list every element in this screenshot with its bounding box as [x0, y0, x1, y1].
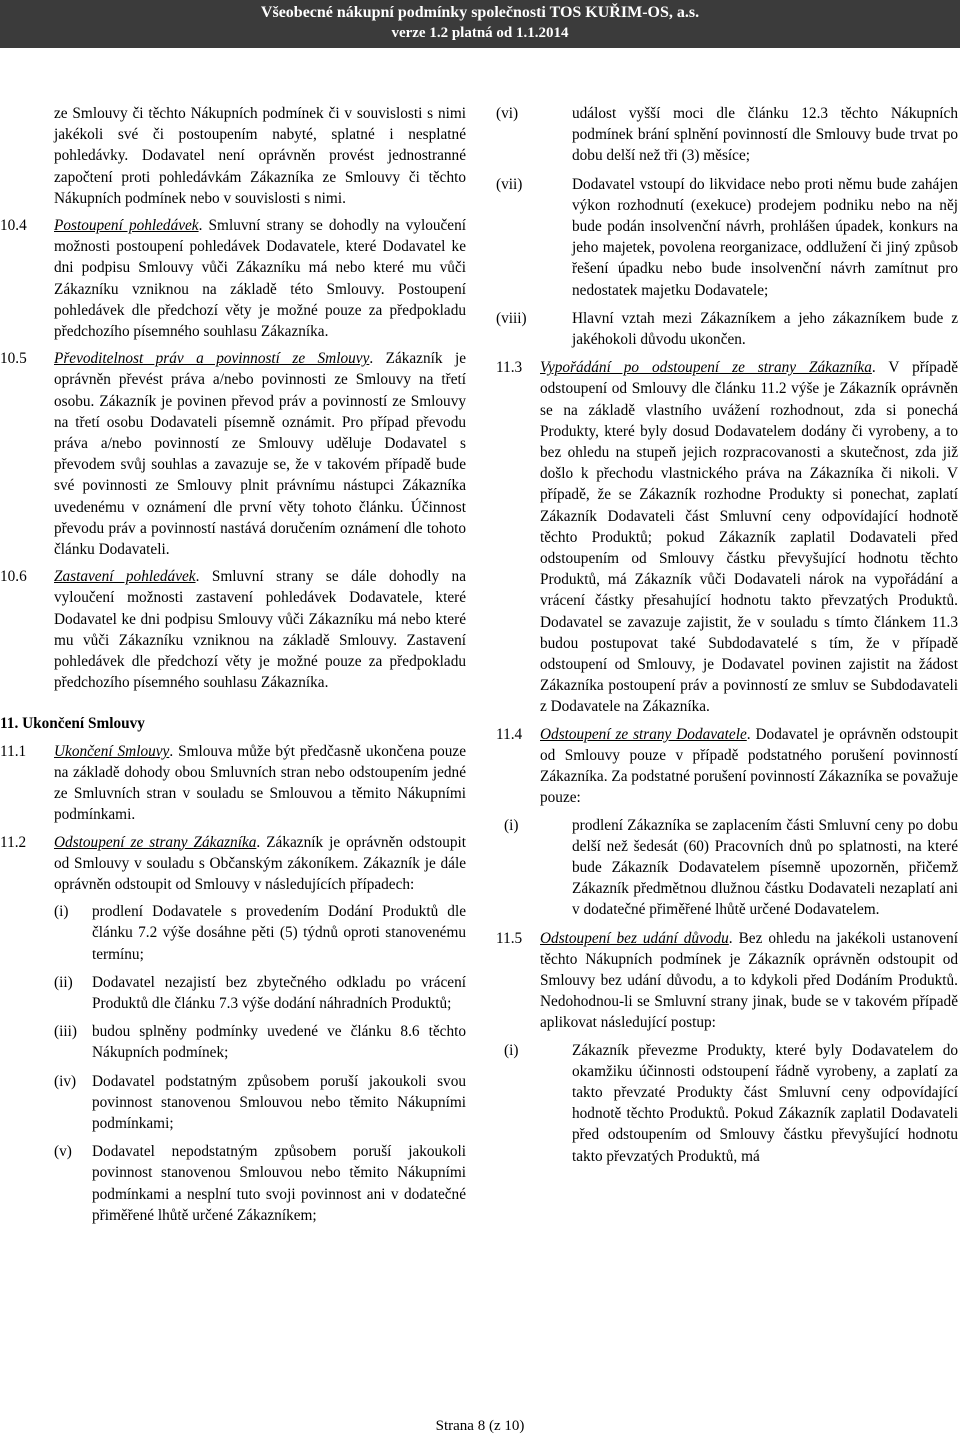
- section-text: . Smluvní strany se dohodly na vyloučení možnosti postoupení pohledávek Dodavatele, které Dodavatel ke dni podpisu Smlouvy vůči Zákazníku má nebo které mu vůči Zákazníku vzniknou na základě této Smlouvy. Postoupení pohledávek dle předchozí věty je možné pouze za předpokladu předchozího písemného souhlasu Zákazníka.: [54, 217, 466, 341]
- section-10-5: [0, 348, 466, 560]
- list-item: [54, 1141, 466, 1226]
- list-item: [54, 972, 466, 1014]
- header-title: Všeobecné nákupní podmínky společnosti TOS KUŘIM-OS, a.s.: [260, 4, 700, 21]
- item-text: Zákazník převezme Produkty, které byly Dodavatelem do okamžiku účinnosti odstoupení řádně vyrobeny, a zaplatí za takto převzaté Produkty část Smluvní ceny odpovídající hodnotě těchto Produktů. Pokud Zákazník zaplatil Dodavateli před odstoupením od Smlouvy částku převyšující hodnotu takto převzatých Produktů, má: [572, 1041, 958, 1165]
- item-text: Dodavatel podstatným způsobem poruší jakoukoli svou povinnost stanovenou Smlouvou nebo těmito Nákupními podmínkami;: [92, 1072, 466, 1132]
- list-item: [496, 174, 958, 301]
- section-title: Ukončení Smlouvy: [54, 742, 170, 760]
- section-title: Převoditelnost práv a povinností ze Smlouvy: [54, 350, 370, 368]
- item-number: (i): [504, 1041, 519, 1059]
- section-number: 11.4: [496, 725, 523, 743]
- item-text: budou splněny podmínky uvedené ve článku 8.6 těchto Nákupních podmínek;: [92, 1023, 466, 1062]
- section-text: . Bez ohledu na jakékoli ustanovení těchto Nákupních podmínek je Zákazník oprávněn odstoupit od Smlouvy bez udání důvodu, a to kdykoli před Dodáním Produktů. Nedohodnou-li se Smluvní strany jinak, bude se v takovém případě aplikovat následující postup:: [540, 929, 958, 1032]
- item-text: prodlení Dodavatele s provedením Dodání Produktů dle článku 7.2 výše dosáhne pěti (5) týdnů oproti stanovenému termínu;: [92, 903, 466, 963]
- section-number: 11.2: [0, 833, 27, 851]
- section-11-5: [496, 928, 958, 1034]
- list-item: [496, 103, 958, 167]
- item-number: (vi): [496, 105, 519, 122]
- item-number: (iv): [54, 1072, 77, 1090]
- section-11-1: [0, 741, 466, 826]
- list-item: [54, 1071, 466, 1135]
- section-number: 10.6: [0, 568, 27, 586]
- section-10-4: [0, 215, 466, 342]
- item-text: Dodavatel nezajistí bez zbytečného odkladu po vrácení Produktů dle článku 7.3 výše dodání náhradních Produktů;: [92, 973, 466, 1012]
- list-item: [54, 1021, 466, 1063]
- list-item: [496, 815, 958, 921]
- item-number: (i): [504, 816, 519, 834]
- section-title: Odstoupení ze strany Dodavatele: [540, 725, 747, 743]
- right-column: [496, 103, 958, 1174]
- section-text: . Smlouva může být předčasně ukončena pouze na základě dohody obou Smluvních stran nebo odstoupením jedné ze Smluvních stran v souladu se Smlouvou a těmito Nákupními podmínkami.: [54, 742, 466, 824]
- list-item: [54, 901, 466, 965]
- document-header: [0, 0, 960, 48]
- item-text: událost vyšší moci dle článku 12.3 těchto Nákupních podmínek brání splnění povinností dle Smlouvy bude trvat po dobu delší než tři (3) měsíce;: [572, 105, 958, 165]
- section-text: . Zákazník je oprávněn převést práva a/nebo povinnosti ze Smlouvy na třetí osobu. Zákazník je povinen převod práv a povinností ze Smlouvy na třetí osobu Dodavateli písemně oznámit. Pro případ převodu práva a/nebo povinností ze Smlouvy uděluje Dodavatel s převodem svůj souhlas a zavazuje se, že v takovém případě bude své povinnosti ze Smlouvy plnit právnímu nástupci Zákazníka uvedenému v oznámení dle první věty tohoto článku. Účinnost převodu práv a povinností nastává doručením oznámení dle tohoto článku Dodavateli.: [54, 350, 466, 559]
- section-text: . Dodavatel je oprávněn odstoupit od Smlouvy pouze v případě podstatného porušení povinností Zákazníka. Za podstatné porušení povinností Zákazníka se považuje pouze:: [540, 725, 958, 807]
- section-text: . V případě odstoupení od Smlouvy dle článku 11.2 výše je Zákazník oprávněn se na základě vlastního uvážení rozhodnout, zda si ponechá Produkty, které byly dosud Dodavatelem dodány či vyrobeny, a to bez ohledu na stupeň jejich rozpracovanosti a skutečnost, zda již došlo k přechodu vlastnického práva na Zákazníka či nikoli. V případě, že se Zákazník rozhodne Produkty si ponechat, zaplatí Zákazník Dodavateli část Smluvní ceny odpovídající hodnotě těchto Produktů; pokud Zákazník zaplatil Dodavateli před odstoupením od Smlouvy částku převyšující hodnotu těchto Produktů, má Zákazník vůči Dodavateli nárok na vypořádání a vrácení částky přesahující hodnotu takto převzatých Produktů. Dodavatel se zavazuje zajistit, že v souladu s tímto článkem 11.3 budou postupovat také Subdodavatelé s tím, že v případě odstoupení od Smlouvy, je Dodavatel povinen zajistit na žádost Zákazníka postoupení práv a povinností ze smluv se Subdodavateli z Dodavatele na Zákazníka.: [540, 359, 958, 716]
- section-11-4: [496, 724, 958, 809]
- section-number: 11.3: [496, 359, 523, 377]
- section-11-3: [496, 357, 958, 717]
- paragraph-continuation: ze Smlouvy či těchto Nákupních podmínek či v souvislosti s nimi jakékoli své či postoupením nabyté, splatné i nesplatné pohledávky. Dodavatel není oprávněn provést jednostranné započtení proti pohledávkám Zákazníka ze Smlouvy či těchto Nákupních podmínek nebo v souvislosti s nimi.: [54, 105, 466, 207]
- item-number: (vii): [496, 175, 523, 193]
- page-number: Strana 8 (z 10): [435, 1418, 525, 1434]
- section-number: 10.4: [0, 217, 27, 235]
- section-number: 11.1: [0, 742, 27, 760]
- list-item: [496, 308, 958, 350]
- item-number: (v): [54, 1143, 72, 1161]
- section-title: Postoupení pohledávek: [54, 217, 199, 235]
- section-title: Vypořádání po odstoupení ze strany Zákazníka: [540, 359, 872, 377]
- item-number: (iii): [54, 1023, 77, 1041]
- header-version: verze 1.2 platná od 1.1.2014: [391, 25, 569, 41]
- section-number: 10.5: [0, 350, 27, 368]
- section-title: Odstoupení ze strany Zákazníka: [54, 833, 257, 851]
- section-number: 11.5: [496, 929, 523, 947]
- section-title: Odstoupení bez udání důvodu: [540, 929, 729, 947]
- item-number: (i): [54, 903, 69, 921]
- item-text: Hlavní vztah mezi Zákazníkem a jeho zákazníkem bude z jakéhokoli důvodu ukončen.: [572, 309, 958, 349]
- list-item: [496, 1040, 958, 1167]
- heading-11: 11. Ukončení Smlouvy: [0, 715, 145, 733]
- section-text: . Smluvní strany se dále dohodly na vyloučení možnosti zastavení pohledávek Dodavatele, které Dodavatel ke dni podpisu Smlouvy vůči Zákazníku má nebo které mu vůči Zákazníku vzniknou na základě Smlouvy. Zastavení pohledávek dle předchozí věty je možné pouze za předpokladu předchozího písemného souhlasu Zákazníka.: [54, 568, 466, 692]
- item-text: prodlení Zákazníka se zaplacením části Smluvní ceny po dobu delší než šedesát (60) Pracovních dnů po splatnosti, na které bude Zákazník Dodavatelem písemně upozorněn, přičemž Zákazník předmětnou dlužnou částku Dodavateli nezaplatí ani v dodatečné přiměřené lhůtě určené Dodavatelem.: [572, 816, 958, 919]
- item-text: Dodavatel nepodstatným způsobem poruší jakoukoli povinnost stanovenou Smlouvou nebo těmito Nákupními podmínkami a nesplní tuto svoji povinnost ani v dodatečné přiměřené lhůtě určené Zákazníkem;: [92, 1143, 466, 1224]
- item-number: (ii): [54, 973, 73, 991]
- item-text: Dodavatel vstoupí do likvidace nebo proti němu bude zahájen výkon rozhodnutí (exekuce) prodejem podniku nebo na něj bude podán insolvenční návrh, prohlášen úpadek, konkurs na jeho majetek, povolena reorganizace, oddlužení či jiný způsob řešení úpadku nebo bude insolvenční návrh zamítnut pro nedostatek majetku Dodavatele;: [572, 175, 958, 299]
- section-title: Zastavení pohledávek: [54, 568, 196, 586]
- section-10-6: [0, 566, 466, 693]
- item-number: (viii): [496, 309, 527, 327]
- section-text: . Zákazník je oprávněn odstoupit od Smlouvy v souladu s Občanským zákoníkem. Zákazník je dále oprávněn odstoupit od Smlouvy v následujících případech:: [54, 833, 466, 893]
- left-column: [0, 103, 466, 1233]
- section-11-2: [0, 832, 466, 896]
